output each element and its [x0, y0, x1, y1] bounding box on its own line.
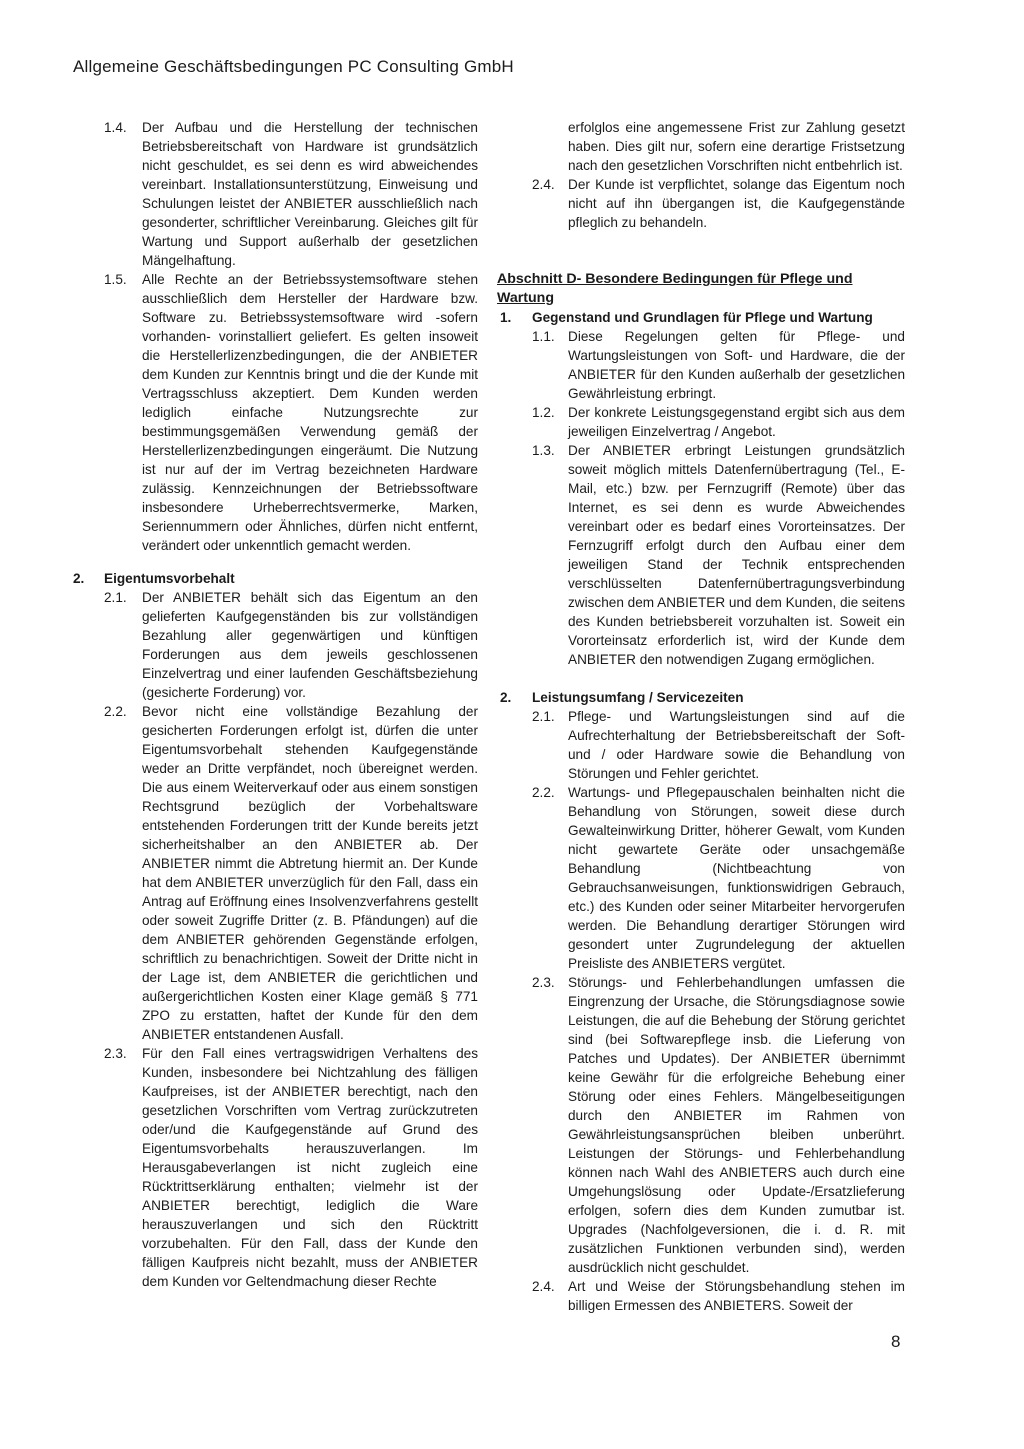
section-number: 2.	[73, 571, 85, 586]
clause-2-1	[73, 588, 478, 702]
clause-d-1-3	[497, 441, 905, 669]
clause-2-3	[73, 1044, 478, 1291]
page-number: 8	[891, 1332, 901, 1351]
clause-1-5	[73, 270, 478, 555]
clause-d-2-4	[497, 1277, 905, 1315]
clause-text: Der Aufbau und die Herstellung der technischen Betriebsbereitschaft von Hardware ist grundsätzlich nicht geschuldet, es sei denn es wird abweichendes vereinbart. Installationsunterstützung, Einweisung und Schulungen leistet der ANBIETER ausschließlich nach gesonderter, schriftlicher Vereinbarung. Gleiches gilt für Wartung und Support außerhalb der gesetzlichen Mängelhaftung.	[142, 120, 478, 268]
clause-text: Alle Rechte an der Betriebssystemsoftware stehen ausschließlich dem Hersteller der Hardware bzw. Software zu. Betriebssystemsoftware wird -sofern vorhanden- vorinstalliert geliefert. Es gelten insoweit die Herstellerlizenzbedingungen, die der ANBIETER dem Kunden zur Kenntnis bringt und die der Kunde mit Vertragsschluss akzeptiert. Dem Kunden werden lediglich einfache Nutzungsrechte zur bestimmungsgemäßen Verwendung gemäß der Herstellerlizenzbedingungen eingeräumt. Die Nutzung ist nur auf der im Vertrag bezeichneten Hardware zulässig. Kennzeichnungen der Betriebssoftware insbesondere Urheberrechtsvermerke, Marken, Seriennummern oder Ähnliches, dürfen nicht entfernt, verändert oder unkenntlich gemacht werden.	[142, 272, 478, 553]
clause-number: 1.5.	[104, 272, 127, 287]
clause-number: 2.3.	[104, 1046, 127, 1061]
section-heading-leistungsumfang	[497, 688, 905, 707]
clause-d-2-2	[497, 783, 905, 973]
clause-number: 1.2.	[532, 405, 555, 420]
clause-number: 2.1.	[532, 709, 555, 724]
clause-1-4	[73, 118, 478, 270]
clause-number: 2.1.	[104, 590, 127, 605]
clause-text: Für den Fall eines vertragswidrigen Verhaltens des Kunden, insbesondere bei Nichtzahlung des fälligen Kaufpreises, ist der ANBIETER berechtigt, nach den gesetzlichen Vorschriften vom Vertrag zurückzutreten oder/und die Kaufgegenstände auf Grund des Eigentumsvorbehalts herauszuverlangen. Im Herausgabeverlangen ist nicht zugleich eine Rücktrittserklärung enthalten; vielmehr ist der ANBIETER berechtigt, lediglich die Ware herauszuverlangen und sich den Rücktritt vorzubehalten. Für den Fall, dass der Kunde den fälligen Kaufpreis nicht bezahlt, muss der ANBIETER dem Kunden vor Geltendmachung dieser Rechte	[142, 1046, 478, 1289]
clause-text: Der Kunde ist verpflichtet, solange das Eigentum noch nicht auf ihn übergangen ist, die Kaufgegenstände pfleglich zu behandeln.	[568, 177, 905, 230]
clause-number: 1.1.	[532, 329, 555, 344]
clause-text: Störungs- und Fehlerbehandlungen umfassen die Eingrenzung der Ursache, die Störungsdiagnose sowie Leistungen, die auf die Behebung der Störung gerichtet sind (bei Softwarepflege insb. die Lieferung von Patches und Updates). Der ANBIETER übernimmt keine Gewähr für die erfolgreiche Behebung einer Störung oder eines Fehlers. Mängelbeseitigungen durch den ANBIETER im Rahmen von Gewährleistungsansprüchen bleiben unberührt. Leistungen der Störungs- und Fehlerbehandlung können nach Wahl des ANBIETERS auch durch eine Umgehungslösung oder Update-/Ersatzlieferung erfolgen, sofern dies dem Kunden zumutbar ist. Upgrades (Nachfolgeversionen, die i. d. R. mit zusätzlichen Funktionen verbunden sind), werden ausdrücklich nicht geschuldet.	[568, 975, 905, 1275]
clause-text: Diese Regelungen gelten für Pflege- und Wartungsleistungen von Soft- und Hardware, die der ANBIETER für den Kunden außerhalb der gesetzlichen Gewährleistung erbringt.	[568, 329, 905, 401]
section-number: 1.	[500, 310, 512, 325]
clause-d-2-1	[497, 707, 905, 783]
section-number: 2.	[500, 690, 512, 705]
section-heading-eigentumsvorbehalt	[73, 569, 478, 588]
clause-number: 1.3.	[532, 443, 555, 458]
clause-text: erfolglos eine angemessene Frist zur Zahlung gesetzt haben. Dies gilt nur, sofern eine derartige Fristsetzung nach den gesetzlichen Vorschriften nicht entbehrlich ist.	[568, 120, 905, 173]
clause-d-1-2	[497, 403, 905, 441]
document-title: Allgemeine Geschäftsbedingungen PC Consulting GmbH	[73, 57, 514, 76]
clause-number: 2.4.	[532, 1279, 555, 1294]
clause-d-2-3	[497, 973, 905, 1277]
clause-number: 2.4.	[532, 177, 555, 192]
clause-number: 2.2.	[104, 704, 127, 719]
clause-text: Pflege- und Wartungsleistungen sind auf die Aufrechterhaltung der Betriebsbereitschaft der Soft- und / oder Hardware sowie die Behandlung von Störungen und Fehler gerichtet.	[568, 709, 905, 781]
clause-number: 2.2.	[532, 785, 555, 800]
clause-text: Der konkrete Leistungsgegenstand ergibt sich aus dem jeweiligen Einzelvertrag / Angebot.	[568, 405, 905, 439]
section-title: Eigentumsvorbehalt	[104, 571, 235, 586]
clause-text: Art und Weise der Störungsbehandlung stehen im billigen Ermessen des ANBIETERS. Soweit der	[568, 1279, 905, 1313]
clause-d-1-1	[497, 327, 905, 403]
section-title: Gegenstand und Grundlagen für Pflege und Wartung	[532, 310, 873, 325]
section-heading-gegenstand	[497, 308, 905, 327]
clause-2-4	[497, 175, 905, 232]
clause-text: Der ANBIETER behält sich das Eigentum an den gelieferten Kaufgegenständen bis zur vollständigen Bezahlung aller gegenwärtigen und künftigen Forderungen aus dem jeweils geschlossenen Einzelvertrag und einer laufenden Geschäftsbeziehung (gesicherte Forderung) vor.	[142, 590, 478, 700]
left-column	[73, 118, 478, 1291]
section-title: Leistungsumfang / Servicezeiten	[532, 690, 744, 705]
clause-number: 1.4.	[104, 120, 127, 135]
clause-2-3-continuation	[497, 118, 905, 175]
clause-text: Bevor nicht eine vollständige Bezahlung der gesicherten Forderungen erfolgt ist, dürfen die unter Eigentumsvorbehalt stehenden Kaufgegenstände weder an Dritte verpfändet, noch übereignet werden. Die aus einem Weiterverkauf oder aus einem sonstigen Rechtsgrund bezüglich der Vorbehaltsware entstehenden Forderungen tritt der Kunde bereits jetzt sicherheitshalber an den ANBIETER ab. Der ANBIETER nimmt die Abtretung hiermit an. Der Kunde hat dem ANBIETER unverzüglich für den Fall, dass ein Antrag auf Eröffnung eines Insolvenzverfahrens gestellt oder soweit Zugriffe Dritter (z. B. Pfändungen) auf die dem ANBIETER gehörenden Gegenstände erfolgen, schriftlich zu benachrichtigen. Soweit der Dritte nicht in der Lage ist, dem ANBIETER die gerichtlichen und außergerichtlichen Kosten einer Klage gemäß § 771 ZPO zu erstatten, haftet der Kunde für den dem ANBIETER entstandenen Ausfall.	[142, 704, 478, 1042]
clause-text: Der ANBIETER erbringt Leistungen grundsätzlich soweit möglich mittels Datenfernübertragung (Tel., E-Mail, etc.) bzw. per Fernzugriff (Remote) über das Internet, es sei denn es wurde Abweichendes vereinbart oder es bedarf eines Vororteinsatzes. Der Fernzugriff erfolgt durch den Aufbau einer dem jeweiligen Stand der Technik entsprechenden verschlüsselten Datenfernübertragungsverbindung zwischen dem ANBIETER und dem Kunden, die seitens des Kunden betriebsbereit vorzuhalten ist. Soweit ein Vororteinsatz erforderlich ist, wird der Kunde dem ANBIETER den notwendigen Zugang ermöglichen.	[568, 443, 906, 667]
clause-number: 2.3.	[532, 975, 555, 990]
right-column	[497, 118, 905, 1315]
clause-2-2	[73, 702, 478, 1044]
clause-text: Wartungs- und Pflegepauschalen beinhalten nicht die Behandlung von Störungen, soweit diese durch Gewalteinwirkung Dritter, höherer Gewalt, vom Kunden nicht gewartete Geräte oder unsachgemäße Behandlung (Nichtbeachtung von Gebrauchsanweisungen, funktionswidrigen Gebrauch, etc.) des Kunden oder seiner Mitarbeiter hervorgerufen werden. Die Behandlung derartiger Störungen wird gesondert unter Zugrundelegung der aktuellen Preisliste des ANBIETERS vergütet.	[568, 785, 905, 971]
abschnitt-d-heading: Abschnitt D- Besondere Bedingungen für Pflege und Wartung	[497, 271, 853, 306]
